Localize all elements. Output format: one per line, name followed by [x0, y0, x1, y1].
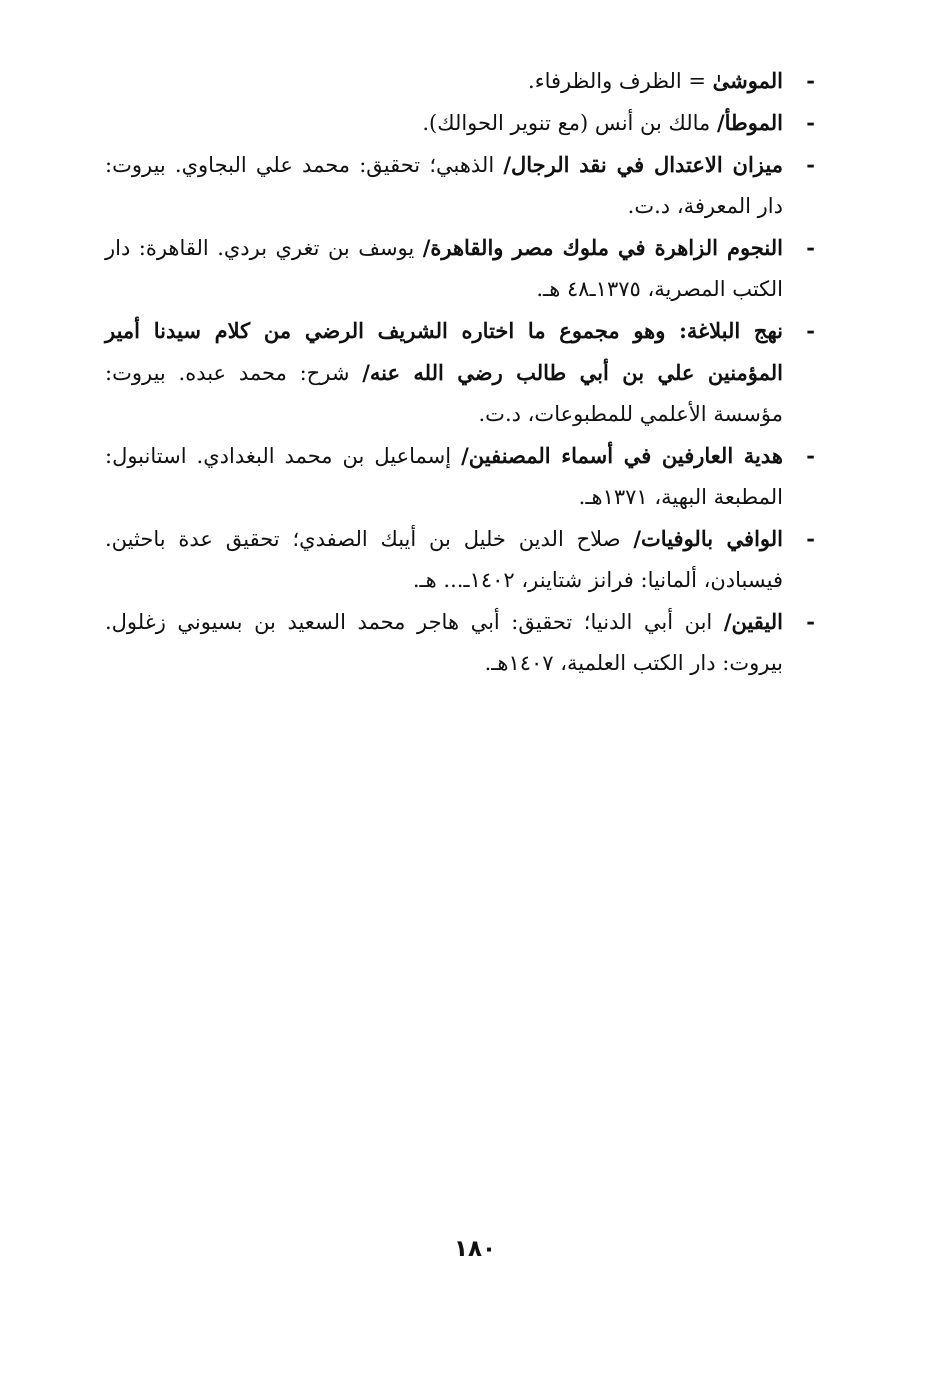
bibliography-entry: [105, 60, 815, 102]
bibliography-entry: [105, 102, 815, 144]
entry-title: ميزان الاعتدال في نقد الرجال/: [503, 152, 783, 177]
entry-details: ابن أبي الدنيا؛ تحقيق: أبي هاجر محمد السعيد بن بسيوني زغلول. بيروت: دار الكتب العلمية، ١٤٠٧هـ.: [105, 610, 783, 675]
entry-title: الموطأ/: [716, 110, 783, 135]
entry-title: النجوم الزاهرة في ملوك مصر والقاهرة/: [422, 235, 784, 260]
entry-dash: -: [806, 609, 815, 634]
entry-dash: -: [806, 526, 815, 551]
entry-dash: -: [806, 68, 815, 93]
entry-details: شرح: محمد عبده. بيروت: مؤسسة الأعلمي للمطبوعات، د.ت.: [105, 361, 783, 426]
bibliography-list: [105, 60, 815, 684]
bibliography-entry: [105, 227, 815, 310]
bibliography-entry: [105, 144, 815, 227]
entry-dash: -: [806, 235, 815, 260]
entry-title: نهج البلاغة: وهو مجموع ما اختاره الشريف الرضي من كلام سيدنا أمير المؤمنين علي بن أبي طالب رضي الله عنه/: [105, 318, 783, 385]
entry-details: = الظرف والظرفاء.: [528, 69, 713, 93]
entry-details: يوسف بن تغري بردي. القاهرة: دار الكتب المصرية، ١٣٧٥ـ٤٨ هـ.: [105, 236, 783, 301]
page-number: ١٨٠: [453, 1236, 497, 1262]
entry-details: صلاح الدين خليل بن أيبك الصفدي؛ تحقيق عدة باحثين. فيسبادن، ألمانيا: فرانز شتاينر، ١٤٠٢ـ... هـ.: [105, 527, 783, 592]
entry-title: اليقين/: [723, 609, 783, 634]
bibliography-entry: [105, 310, 815, 435]
entry-title: الوافي بالوفيات/: [633, 526, 783, 551]
entry-details: الذهبي؛ تحقيق: محمد علي البجاوي. بيروت: دار المعرفة، د.ت.: [105, 153, 783, 218]
entry-title: هدية العارفين في أسماء المصنفين/: [461, 443, 783, 468]
entry-title: الموشىٰ: [712, 68, 783, 93]
entry-dash: -: [806, 443, 815, 468]
entry-dash: -: [806, 110, 815, 135]
entry-dash: -: [806, 318, 815, 343]
entry-details: إسماعيل بن محمد البغدادي. استانبول: المطبعة البهية، ١٣٧١هـ.: [105, 444, 783, 509]
bibliography-entry: [105, 518, 815, 601]
entry-dash: -: [806, 152, 815, 177]
bibliography-entry: [105, 601, 815, 684]
bibliography-entry: [105, 435, 815, 518]
entry-details: مالك بن أنس (مع تنوير الحوالك).: [422, 111, 717, 135]
